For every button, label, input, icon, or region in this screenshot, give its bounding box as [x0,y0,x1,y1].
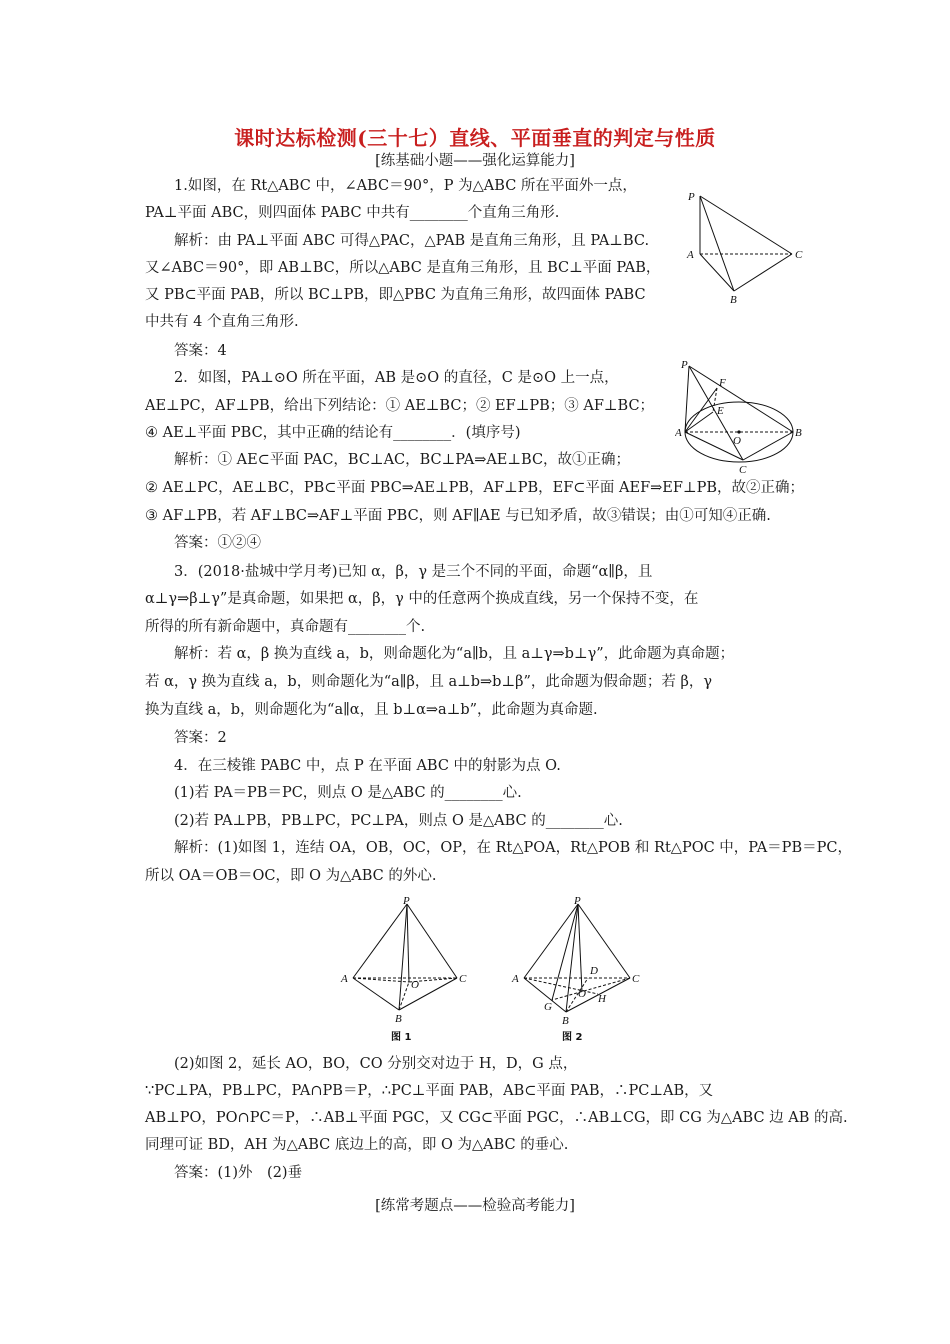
q1-line2: PA⊥平面 ABC，则四面体 PABC 中共有________个直角三角形. [145,205,560,221]
section-heading-exam: [练常考题点——检验高考能力] [375,1198,575,1214]
q2-line1: 2．如图，PA⊥⊙O 所在平面，AB 是⊙O 的直径，C 是⊙O 上一点， [174,370,619,386]
q1-line1: 1.如图，在 Rt△ABC 中，∠ABC＝90°，P 为△ABC 所在平面外一点， [174,178,637,194]
figure-2-caption: 图 2 [562,1032,583,1043]
q1-solution-line2: 又∠ABC＝90°，即 AB⊥BC，所以△ABC 是直角三角形，且 BC⊥平面 PAB， [145,260,661,276]
q1-solution-line3: 又 PB⊂平面 PAB，所以 BC⊥PB，即△PBC 为直角三角形，故四面体 PABC [145,287,646,303]
fig1-label-c: C [459,973,467,985]
q2-label-o: O [733,435,741,447]
q2-label-b: B [795,427,802,439]
page-title: 课时达标检测(三十七）直线、平面垂直的判定与性质 [234,126,716,150]
q2-label-p: P [681,359,688,371]
q1-solution-line4: 中共有 4 个直角三角形. [145,314,299,330]
q4-solution-line5: AB⊥PO，PO∩PC＝P，∴AB⊥平面 PGC，又 CG⊂平面 PGC，∴AB⊥CG，即 CG 为△ABC 边 AB 的高. [145,1110,848,1126]
fig1-label-a: A [341,973,348,985]
q3-line3: 所得的所有新命题中，真命题有________个. [145,619,426,635]
q2-line2: AE⊥PC，AF⊥PB，给出下列结论：① AE⊥BC；② EF⊥PB；③ AF⊥BC； [145,398,655,414]
q2-label-e: E [717,405,724,417]
fig2-label-p: P [574,896,581,907]
fig1-label-o: O [411,979,419,991]
figure-1-caption: 图 1 [391,1032,412,1043]
figure-q2-circle [675,356,807,478]
figure-1-pyramid [335,896,475,1046]
q4-line1: 4．在三棱锥 PABC 中，点 P 在平面 ABC 中的射影为点 O. [174,758,561,774]
fig2-label-d: D [590,965,598,977]
q3-answer: 答案：2 [174,730,227,746]
q3-solution-line3: 换为直线 a，b，则命题化为“a∥α，且 b⊥α⇒a⊥b”，此命题为真命题. [145,702,598,718]
q3-solution-line2: 若 α，γ 换为直线 a，b，则命题化为“a∥β，且 a⊥b⇒b⊥β”，此命题为假命题；若 β，γ [145,674,713,690]
q4-line2: (1)若 PA＝PB＝PC，则点 O 是△ABC 的________心. [174,785,522,801]
fig1-label-b: B [395,1013,402,1025]
q2-label-a: A [675,427,682,439]
section-heading-basic: [练基础小题——强化运算能力] [375,153,575,169]
q4-line3: (2)若 PA⊥PB，PB⊥PC，PC⊥PA，则点 O 是△ABC 的________心. [174,813,623,829]
q4-solution-line2: 所以 OA＝OB＝OC，即 O 为△ABC 的外心. [145,868,437,884]
fig2-label-a: A [512,973,519,985]
q2-solution-line1: 解析：① AE⊂平面 PAC，BC⊥AC，BC⊥PA⇒AE⊥BC，故①正确； [174,452,631,468]
q4-solution-line6: 同理可证 BD，AH 为△ABC 底边上的高，即 O 为△ABC 的垂心. [145,1137,569,1153]
q1-label-b: B [730,294,737,306]
q2-solution-line2: ② AE⊥PC，AE⊥BC，PB⊂平面 PBC⇒AE⊥PB，AF⊥PB，EF⊂平面 AEF⇒EF⊥PB，故②正确； [145,480,805,496]
q1-label-p: P [688,191,695,203]
q1-answer: 答案：4 [174,343,227,359]
fig2-label-b: B [562,1015,569,1027]
q2-label-c: C [739,464,747,476]
q3-line1: 3．(2018·盐城中学月考)已知 α，β，γ 是三个不同的平面，命题“α∥β，且 [174,564,653,580]
fig2-label-o: O [578,988,586,1000]
q4-solution-line4: ∵PC⊥PA，PB⊥PC，PA∩PB＝P，∴PC⊥平面 PAB，AB⊂平面 PAB，∴PC⊥AB，又 [145,1083,714,1099]
figure-2-pyramid [506,896,646,1046]
q3-solution-line1: 解析：若 α，β 换为直线 a，b，则命题化为“a∥b，且 a⊥γ⇒b⊥γ”，此命题为真命题； [174,646,735,662]
fig2-label-c: C [632,973,640,985]
q2-label-f: F [719,377,726,389]
q1-solution-line1: 解析：由 PA⊥平面 ABC 可得△PAC，△PAB 是直角三角形，且 PA⊥BC. [174,233,650,249]
fig2-label-g: G [544,1001,552,1013]
figure-q1-tetrahedron [684,188,808,306]
q2-answer: 答案：①②④ [174,535,261,551]
q2-solution-line3: ③ AF⊥PB，若 AF⊥BC⇒AF⊥平面 PBC，则 AF∥AE 与已知矛盾，故③错误；由①可知④正确. [145,508,771,524]
q1-label-a: A [687,249,694,261]
q2-line3: ④ AE⊥平面 PBC，其中正确的结论有________．(填序号) [145,425,521,441]
fig1-label-p: P [403,896,410,907]
q3-line2: α⊥γ⇒β⊥γ”是真命题，如果把 α，β，γ 中的任意两个换成直线，另一个保持不变，在 [145,591,699,607]
fig2-label-h: H [598,993,606,1005]
q4-solution-line1: 解析：(1)如图 1，连结 OA，OB，OC，OP，在 Rt△POA，Rt△POB 和 Rt△POC 中，PA＝PB＝PC， [174,840,852,856]
q1-label-c: C [795,249,803,261]
q4-answer: 答案：(1)外 (2)垂 [174,1165,303,1181]
q4-solution-line3: (2)如图 2，延长 AO，BO，CO 分别交对边于 H，D，G 点， [174,1056,578,1072]
